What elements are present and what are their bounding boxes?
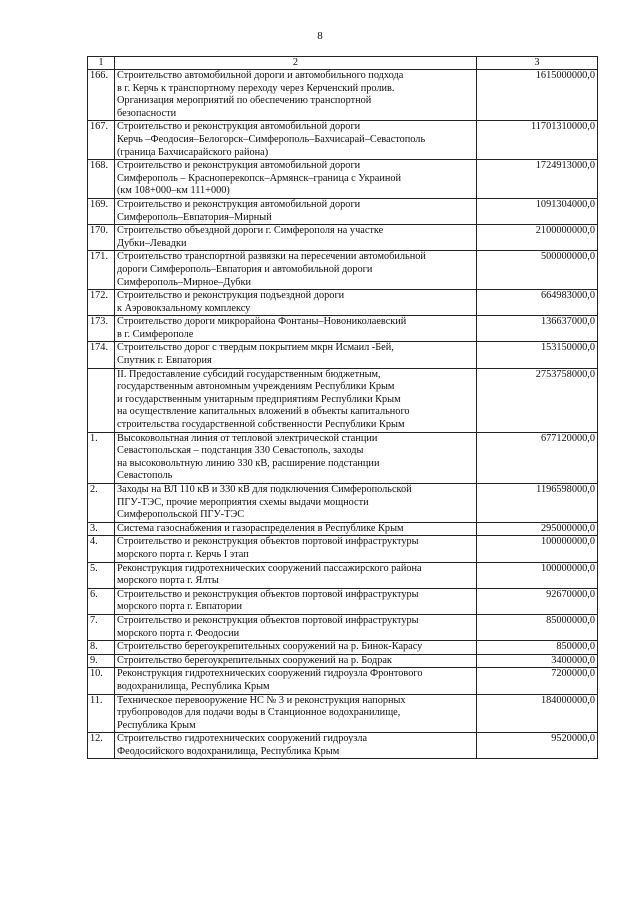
row-description: Строительство дороги микрорайона Фонтаны–Новониколаевский в г. Симферополе [115,316,477,342]
table-row [88,562,598,588]
row-number: 171. [88,251,115,290]
row-amount: 1724913000,0 [477,160,598,199]
row-description: Строительство и реконструкция объектов портовой инфраструктуры морского порта г. Керчь I этап [115,536,477,562]
table-row [88,536,598,562]
header-col-3: 3 [477,57,598,70]
row-amount: 153150000,0 [477,342,598,368]
row-amount: 677120000,0 [477,432,598,483]
row-description: Реконструкция гидротехнических сооружений гидроузла Фронтового водохранилища, Республика Крым [115,668,477,694]
table-row [88,121,598,160]
row-number: 172. [88,290,115,316]
header-col-1: 1 [88,57,115,70]
row-description: Строительство объездной дороги г. Симферополя на участке Дубки–Левадки [115,225,477,251]
row-description: Строительство и реконструкция подъездной дороги к Аэровокзальному комплексу [115,290,477,316]
row-number: 8. [88,641,115,655]
row-amount: 100000000,0 [477,562,598,588]
row-description: Техническое перевооружение НС № 3 и реконструкция напорных трубопроводов для подачи воды в Станционное водохранилище, Республика Крым [115,694,477,733]
row-description: II. Предоставление субсидий государственным бюджетным, государственным автономным учреждениям Республики Крым и государственным унитарным предприятиям Республики Крым на осуществление капитальных вложений в объекты капитального строительства государственной собственности Республики Крым [115,368,477,432]
row-number: 9. [88,654,115,668]
table-row [88,522,598,536]
table-row [88,70,598,121]
row-description: Строительство и реконструкция объектов портовой инфраструктуры морского порта г. Евпатории [115,588,477,614]
table-row [88,316,598,342]
row-number: 169. [88,198,115,224]
table-row [88,225,598,251]
row-amount: 1196598000,0 [477,484,598,523]
header-col-2: 2 [115,57,477,70]
row-description: Высоковольтная линия от тепловой электрической станции Севастопольская – подстанция 330 Севастополь, заходы на высоковольтную линию 330 кВ, расширение подстанции Севастополь [115,432,477,483]
row-amount: 100000000,0 [477,536,598,562]
table-row [88,342,598,368]
table-row [88,368,598,432]
row-amount: 295000000,0 [477,522,598,536]
row-amount: 500000000,0 [477,251,598,290]
row-description: Строительство и реконструкция объектов портовой инфраструктуры морского порта г. Феодосии [115,614,477,640]
table-row [88,694,598,733]
row-number: 5. [88,562,115,588]
row-amount: 2753758000,0 [477,368,598,432]
row-number: 174. [88,342,115,368]
row-amount: 2100000000,0 [477,225,598,251]
row-number: 7. [88,614,115,640]
budget-table [87,56,598,759]
row-description: Строительство гидротехнических сооружений гидроузла Феодосийского водохранилища, Республика Крым [115,733,477,759]
row-number: 173. [88,316,115,342]
row-number: 12. [88,733,115,759]
table-row [88,198,598,224]
row-amount: 1091304000,0 [477,198,598,224]
row-description: Строительство и реконструкция автомобильной дороги Керчь –Феодосия–Белогорск–Симферополь–Бахчисарай–Севастополь (граница Бахчисарайского района) [115,121,477,160]
row-number: 4. [88,536,115,562]
row-number: 2. [88,484,115,523]
row-description: Строительство транспортной развязки на пересечении автомобильной дороги Симферополь–Евпатория и автомобильной дороги Симферополь–Мирное–Дубки [115,251,477,290]
row-amount: 9520000,0 [477,733,598,759]
table-row [88,668,598,694]
row-number [88,368,115,432]
row-number: 10. [88,668,115,694]
row-number: 1. [88,432,115,483]
row-amount: 184000000,0 [477,694,598,733]
row-amount: 85000000,0 [477,614,598,640]
table-row [88,432,598,483]
row-description: Строительство берегоукрепительных сооружений на р. Бодрак [115,654,477,668]
table-row [88,160,598,199]
page-number: 8 [317,30,323,42]
row-amount: 664983000,0 [477,290,598,316]
table-row [88,654,598,668]
row-number: 11. [88,694,115,733]
table-header-row [88,57,598,70]
row-amount: 3400000,0 [477,654,598,668]
row-number: 6. [88,588,115,614]
table-row [88,614,598,640]
row-number: 168. [88,160,115,199]
row-amount: 850000,0 [477,641,598,655]
table-row [88,290,598,316]
table-row [88,733,598,759]
row-amount: 1615000000,0 [477,70,598,121]
table-row [88,484,598,523]
row-description: Строительство берегоукрепительных сооружений на р. Бинок-Карасу [115,641,477,655]
row-number: 166. [88,70,115,121]
table-row [88,251,598,290]
table-row [88,641,598,655]
row-description: Строительство и реконструкция автомобильной дороги Симферополь–Евпатория–Мирный [115,198,477,224]
row-description: Строительство и реконструкция автомобильной дороги Симферополь – Красноперекопск–Армянск–граница с Украиной (км 108+000–км 111+000) [115,160,477,199]
row-description: Строительство дорог с твердым покрытием мкрн Исмаил -Бей, Спутник г. Евпатория [115,342,477,368]
table-row [88,588,598,614]
row-amount: 11701310000,0 [477,121,598,160]
row-description: Заходы на ВЛ 110 кВ и 330 кВ для подключения Симферопольской ПГУ-ТЭС, прочие мероприятия схемы выдачи мощности Симферопольской ПГУ-ТЭС [115,484,477,523]
row-description: Реконструкция гидротехнических сооружений пассажирского района морского порта г. Ялты [115,562,477,588]
row-amount: 136637000,0 [477,316,598,342]
row-description: Строительство автомобильной дороги и автомобильного подхода в г. Керчь к транспортному переходу через Керченский пролив. Организация мероприятий по обеспечению транспортной безопасности [115,70,477,121]
row-number: 167. [88,121,115,160]
row-number: 170. [88,225,115,251]
row-amount: 7200000,0 [477,668,598,694]
row-amount: 92670000,0 [477,588,598,614]
row-number: 3. [88,522,115,536]
row-description: Система газоснабжения и газораспределения в Республике Крым [115,522,477,536]
